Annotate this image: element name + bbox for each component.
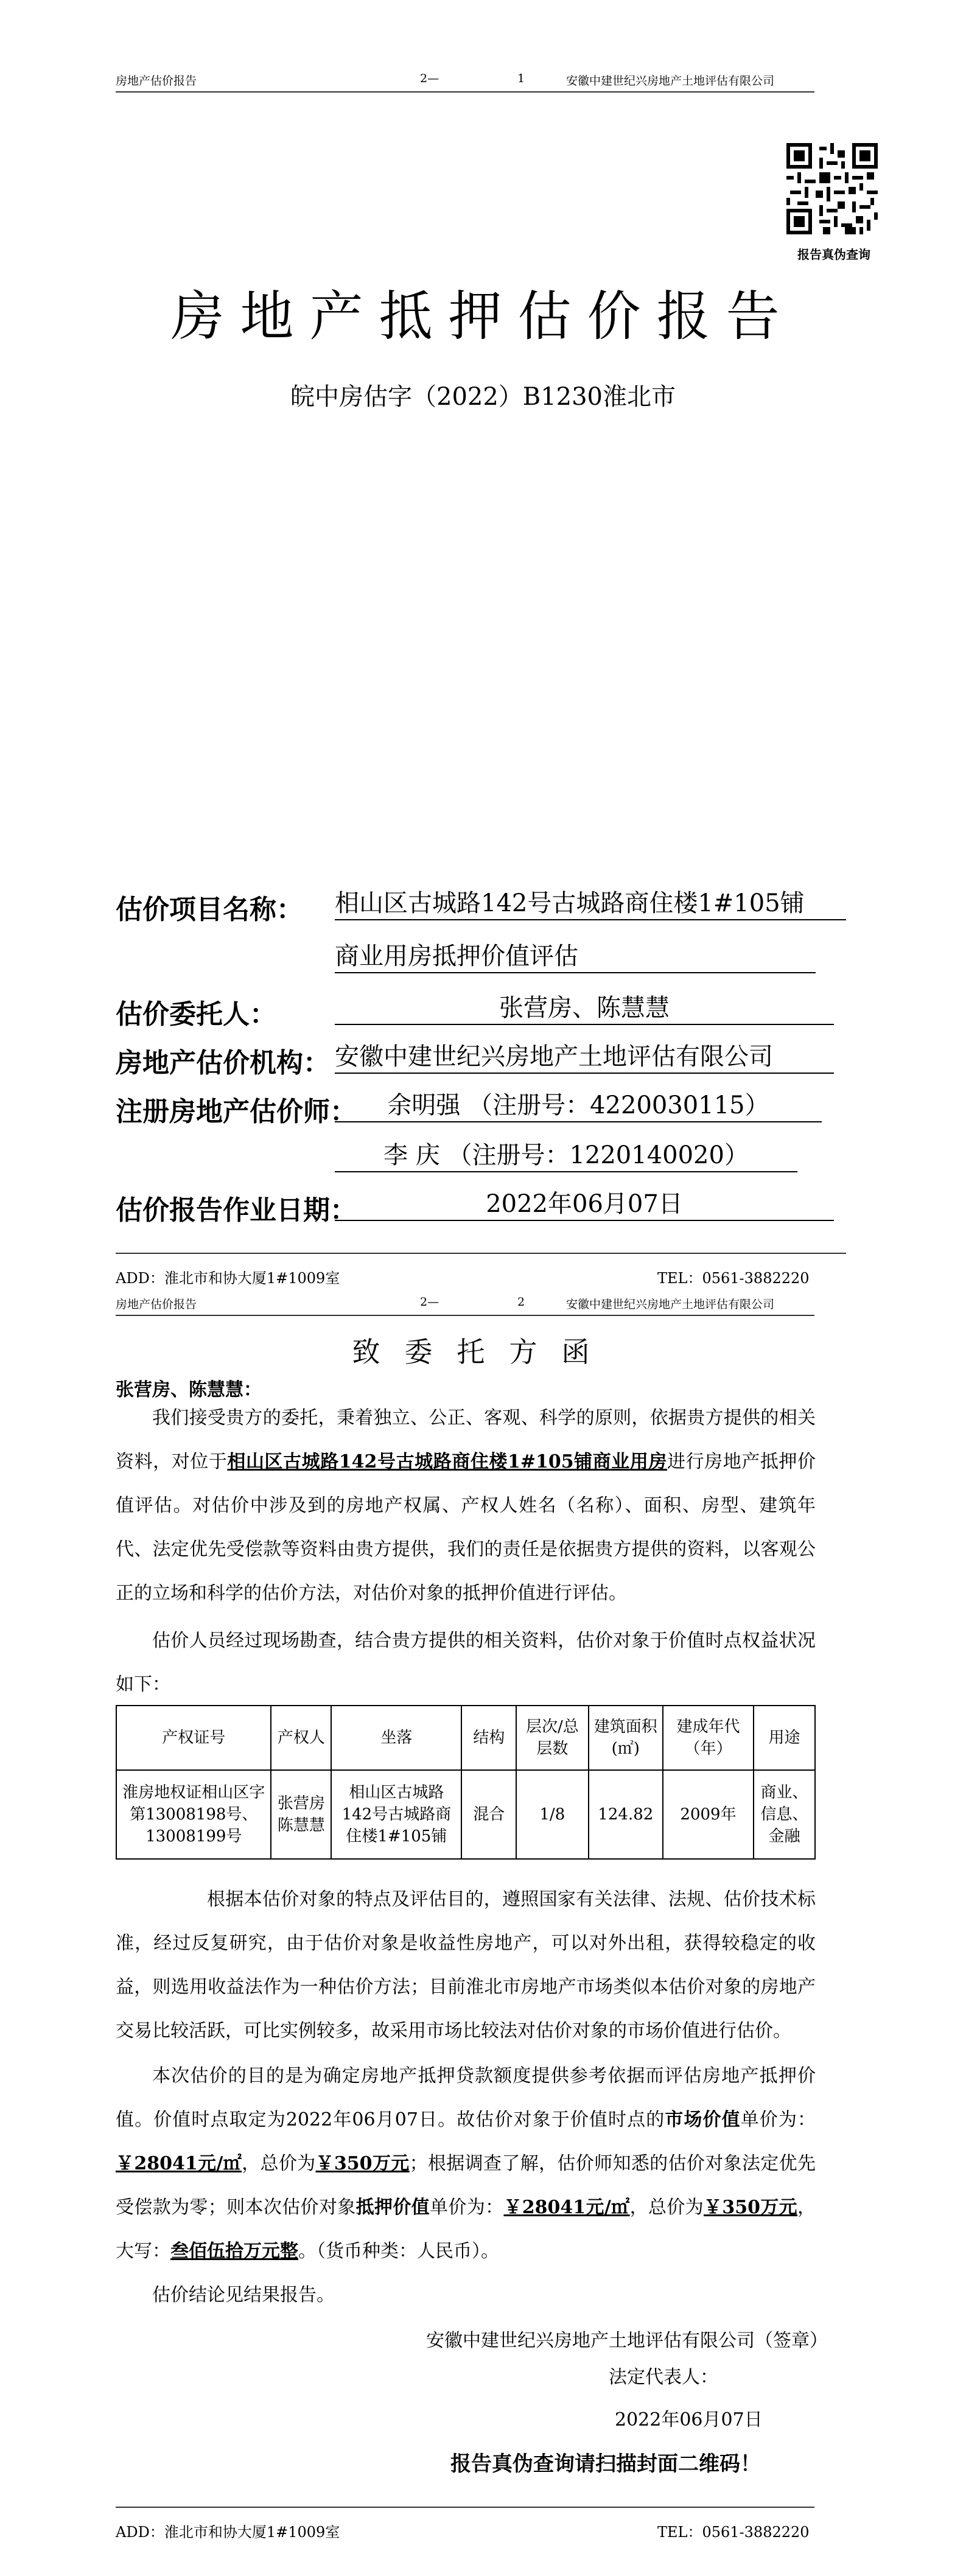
header-rule bbox=[116, 1315, 814, 1316]
letter-title: 致委托方函 bbox=[352, 1335, 614, 1368]
report-number: 皖中房估字（2022）B1230淮北市 bbox=[290, 383, 676, 411]
p4-text: ，大写： bbox=[116, 2197, 816, 2262]
mortgage-unit-price: ￥28041元/㎡ bbox=[503, 2197, 630, 2218]
table-header-cell: 产权证号 bbox=[116, 1706, 271, 1770]
running-header-title: 房地产估价报告 bbox=[116, 1298, 197, 1311]
table-header-cell: 层次/总层数 bbox=[516, 1706, 588, 1770]
paragraph-commission bbox=[116, 1396, 816, 1615]
p4-text: 。（货币种类：人民币）。 bbox=[298, 2241, 499, 2262]
client-label: 估价委托人： bbox=[116, 999, 276, 1030]
qr-verify-note: 报告真伪查询请扫描封面二维码！ bbox=[450, 2452, 761, 2476]
signature-representative: 法定代表人： bbox=[609, 2367, 718, 2388]
table-row bbox=[116, 1770, 815, 1859]
table-header-cell: 建成年代（年） bbox=[663, 1706, 754, 1770]
paragraph-method: 根据本估价对象的特点及评估目的，遵照国家有关法律、法规、估价技术标准，经过反复研究，由于估价对象是收益性房地产，可以对外出租，获得较稳定的收益，则选用收益法作为一种估价方法；目前淮北市房地产市场类似本估价对象的房地产交易比较活跃，可比实例较多，故采用市场比较法对估价对象的市场价值进行估价。 bbox=[116, 1889, 816, 2042]
running-header-company: 安徽中建世纪兴房地产土地评估有限公司 bbox=[566, 74, 775, 88]
footer-address: ADD：淮北市和协大厦1#1009室 bbox=[116, 2524, 340, 2541]
report-title: 房地产抵押估价报告 bbox=[170, 285, 796, 348]
appraiser-1-value: 余明强 （注册号：4220030115） bbox=[335, 1090, 822, 1122]
running-header-page-total: 2— bbox=[420, 72, 439, 85]
p1-text-c: 进行房地产抵押价值评估。对估价中涉及到的房地产权属、产权人姓名（名称）、面积、房型、建筑年代、法定优先受偿款等资料由贵方提供，我们的责任是依据贵方提供的资料，以客观公正的立场和科学的估价方法，对估价对象的抵押价值进行评估。 bbox=[116, 1451, 816, 1604]
p4-text: ，总价为 bbox=[629, 2197, 704, 2218]
qr-code-icon[interactable] bbox=[786, 143, 878, 234]
footer-rule bbox=[116, 2507, 814, 2508]
salutation: 张营房、陈慧慧： bbox=[116, 1379, 262, 1401]
table-cell-use: 商业、信息、金融 bbox=[754, 1770, 815, 1859]
table-cell-floors: 1/8 bbox=[516, 1770, 588, 1859]
p4-text: 单价为： bbox=[740, 2109, 816, 2130]
header-rule bbox=[116, 91, 814, 93]
running-header-company: 安徽中建世纪兴房地产土地评估有限公司 bbox=[566, 1298, 775, 1311]
running-header-title: 房地产估价报告 bbox=[116, 74, 197, 88]
mortgage-total-price: ￥350万元 bbox=[703, 2197, 798, 2218]
work-date-value: 2022年06月07日 bbox=[335, 1188, 834, 1221]
signature-date: 2022年06月07日 bbox=[615, 2409, 763, 2431]
work-date-label: 估价报告作业日期： bbox=[116, 1195, 357, 1226]
institution-value: 安徽中建世纪兴房地产土地评估有限公司 bbox=[335, 1041, 834, 1074]
p1-text-a: 我们接受贵方的委托，秉着独立、公正、客观、科学的原则，依据贵方提供的相关资料，对位于 bbox=[116, 1407, 816, 1472]
p4-text: 本次估价的目的是为确定房地产抵押贷款额度提供参考依据而评估房地产抵押价值。价值时点取定为2022年06月07日。故估价对象于价值时点的 bbox=[116, 2065, 816, 2130]
footer-rule bbox=[116, 1253, 846, 1254]
p4-text: ，总价为 bbox=[242, 2153, 316, 2174]
market-unit-price: ￥28041元/㎡ bbox=[116, 2153, 242, 2174]
mortgage-value-label: 抵押价值 bbox=[355, 2197, 430, 2218]
running-header-page-total: 2— bbox=[420, 1295, 439, 1309]
table-cell-owner: 张营房陈慧慧 bbox=[271, 1770, 331, 1859]
project-name-value: 相山区古城路142号古城路商住楼1#105铺 bbox=[335, 887, 846, 920]
qr-caption: 报告真伪查询 bbox=[797, 247, 870, 262]
property-address: 相山区古城路142号古城路商住楼1#105铺商业用房 bbox=[227, 1451, 668, 1472]
institution-label: 房地产估价机构： bbox=[116, 1048, 330, 1079]
signature-company: 安徽中建世纪兴房地产土地评估有限公司（签章） bbox=[426, 2330, 828, 2351]
property-table bbox=[116, 1705, 816, 1860]
table-cell-year: 2009年 bbox=[663, 1770, 754, 1859]
project-name-value-line2: 商业用房抵押价值评估 bbox=[335, 940, 816, 973]
table-header-row bbox=[116, 1706, 815, 1770]
table-cell-area: 124.82 bbox=[589, 1770, 663, 1859]
footer-tel: TEL：0561-3882220 bbox=[657, 2524, 810, 2541]
footer-address: ADD：淮北市和协大厦1#1009室 bbox=[116, 1270, 340, 1287]
paragraph-see-result: 估价结论见结果报告。 bbox=[152, 2284, 335, 2306]
appraiser-2-value: 李 庆 （注册号：1220140020） bbox=[335, 1139, 797, 1172]
appraiser-label: 注册房地产估价师： bbox=[116, 1096, 357, 1127]
table-header-cell: 结构 bbox=[461, 1706, 516, 1770]
p4-text: 单价为： bbox=[430, 2197, 504, 2218]
p4-text: ；根据调查了解，估价师知悉的估价对象法定优先受偿款为零；则本次估价对象 bbox=[116, 2153, 816, 2218]
amount-in-words: 叁佰伍拾万元整 bbox=[170, 2241, 298, 2262]
table-header-cell: 用途 bbox=[754, 1706, 815, 1770]
table-cell-structure: 混合 bbox=[461, 1770, 516, 1859]
running-header-page-no: 1 bbox=[517, 72, 525, 85]
table-cell-location: 相山区古城路142号古城路商住楼1#105铺 bbox=[331, 1770, 461, 1859]
footer-tel: TEL：0561-3882220 bbox=[657, 1270, 810, 1287]
paragraph-inspection: 估价人员经过现场勘查，结合贵方提供的相关资料，估价对象于价值时点权益状况如下： bbox=[116, 1630, 816, 1695]
table-cell-cert-no: 淮房地权证相山区字第13008198号、13008199号 bbox=[116, 1770, 271, 1859]
table-header-cell: 产权人 bbox=[271, 1706, 331, 1770]
paragraph-conclusion bbox=[116, 2054, 816, 2273]
market-total-price: ￥350万元 bbox=[315, 2153, 410, 2174]
table-header-cell: 坐落 bbox=[331, 1706, 461, 1770]
client-value: 张营房、陈慧慧 bbox=[335, 992, 834, 1025]
project-name-label: 估价项目名称： bbox=[116, 894, 303, 925]
table-header-cell: 建筑面积(㎡) bbox=[589, 1706, 663, 1770]
market-value-label: 市场价值 bbox=[665, 2109, 741, 2130]
running-header-page-no: 2 bbox=[517, 1295, 525, 1309]
